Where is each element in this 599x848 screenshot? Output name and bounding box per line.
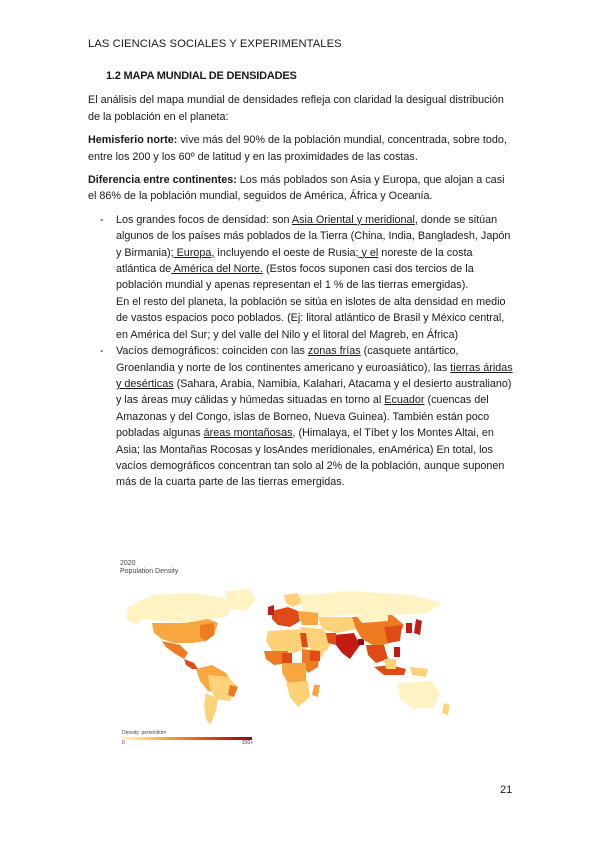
region-philippines [394, 647, 400, 657]
bullet-dash: - [100, 213, 104, 226]
section-title: 1.2 MAPA MUNDIAL DE DENSIDADES [106, 70, 297, 82]
region-korea [406, 623, 412, 633]
legend-min: 0 [122, 740, 125, 746]
diferencia-paragraph [88, 172, 514, 205]
world-density-map [122, 589, 456, 729]
region-nigeria [282, 653, 292, 663]
focos-underline-yel: ; y el [355, 246, 379, 259]
hemisferio-paragraph [88, 132, 514, 165]
focos-text-1: Los grandes focos de densidad: son [116, 213, 292, 226]
vacios-text-2: (casquete antártico, Groenlandia y norte de los continentes americano y euroasiático), las [116, 345, 459, 374]
vacios-text-3: (Sahara, Arabia, Namibia, Kalahari, Atacama y el desierto australiano) y las áreas muy cálidas y húmedas situadas en torno al [116, 377, 512, 407]
focos-underline-america: América del Norte. [171, 263, 264, 276]
focos-continuation: En el resto del planeta, la población se sitúa en islotes de alta densidad en medio de vastos espacios poco poblados. (Ej: litoral atlántico de Brasil y México central, en América del Sur; y del valle del Nilo y el litoral del Magreb, en África) [116, 295, 506, 341]
vacios-text-4: (cuencas del Amazonas y del Congo, islas de Borneo, Nueva Guinea). También están poco pobladas algunas [116, 394, 490, 440]
focos-text-4: noreste de la costa atlántica de [116, 246, 473, 276]
legend-color-bar [122, 737, 252, 740]
list-item-focos [88, 212, 514, 343]
vacios-underline-aridas: tierras áridas y desérticas [116, 361, 513, 390]
focos-text-2: donde se sitúan algunos de los países más poblados de la Tierra (China, India, Bangladesh, Japón y Birmania) [116, 213, 511, 259]
vacios-underline-frias: zonas frías [307, 345, 361, 358]
vacios-text-5: , (Himalaya, el Tíbet y los Montes Altai, en Asia; las Montañas Rocosas y losAndes meridionales, enAmérica) En total, los vacíos demográficos concentran tan solo al 2% de la población, aunque suponen más de la cuarta parte de las tierras emergidas. [116, 427, 505, 489]
focos-text-5: (Estos focos suponen casi dos tercios de la población mundial y apenas representan el 1 % de las tierras emergidas). [116, 263, 474, 292]
intro-paragraph: El análisis del mapa mundial de densidades refleja con claridad la desigual distribución de la población en el planeta: [88, 94, 504, 123]
diferencia-text: Los más poblados son Asia y Europa, que alojan a casi el 86% de la población mundial, seguidos de América, África y Oceanía. [88, 174, 505, 203]
population-density-figure [120, 560, 460, 746]
map-legend [122, 730, 262, 746]
page-header: LAS CIENCIAS SOCIALES Y EXPERIMENTALES [88, 38, 342, 50]
bullet-list [88, 212, 514, 491]
diferencia-label: Diferencia entre continentes: [88, 174, 237, 187]
focos-text-3: incluyendo el oeste de Rusia [214, 246, 356, 259]
vacios-underline-montanosas: áreas montañosas [203, 427, 293, 440]
figure-title: Population Density [120, 568, 179, 575]
hemisferio-text: vive más del 90% de la población mundial, concentrada, sobre todo, entre los 200 y los 60º de latitud y en las proximidades de las costas. [88, 134, 507, 163]
region-bangladesh [358, 639, 364, 645]
figure-year: 2020 [120, 560, 136, 567]
region-borneo [384, 659, 396, 669]
focos-underline-europa: ; Europa, [170, 246, 215, 259]
vacios-text-1: Vacíos demográficos: coinciden con las [116, 345, 308, 358]
vacios-underline-ecuador: Ecuador [384, 394, 425, 407]
page-number: 21 [500, 784, 513, 796]
page-content [88, 68, 514, 491]
bullet-dash: - [100, 345, 104, 358]
list-item-vacios [88, 343, 514, 491]
legend-label: Density: person/km² [122, 730, 167, 736]
region-ethiopia [310, 651, 320, 661]
focos-underline-asia: Asia Oriental y meridional, [291, 213, 418, 226]
legend-max: 330+ [242, 740, 254, 746]
hemisferio-label: Hemisferio norte: [88, 134, 178, 147]
